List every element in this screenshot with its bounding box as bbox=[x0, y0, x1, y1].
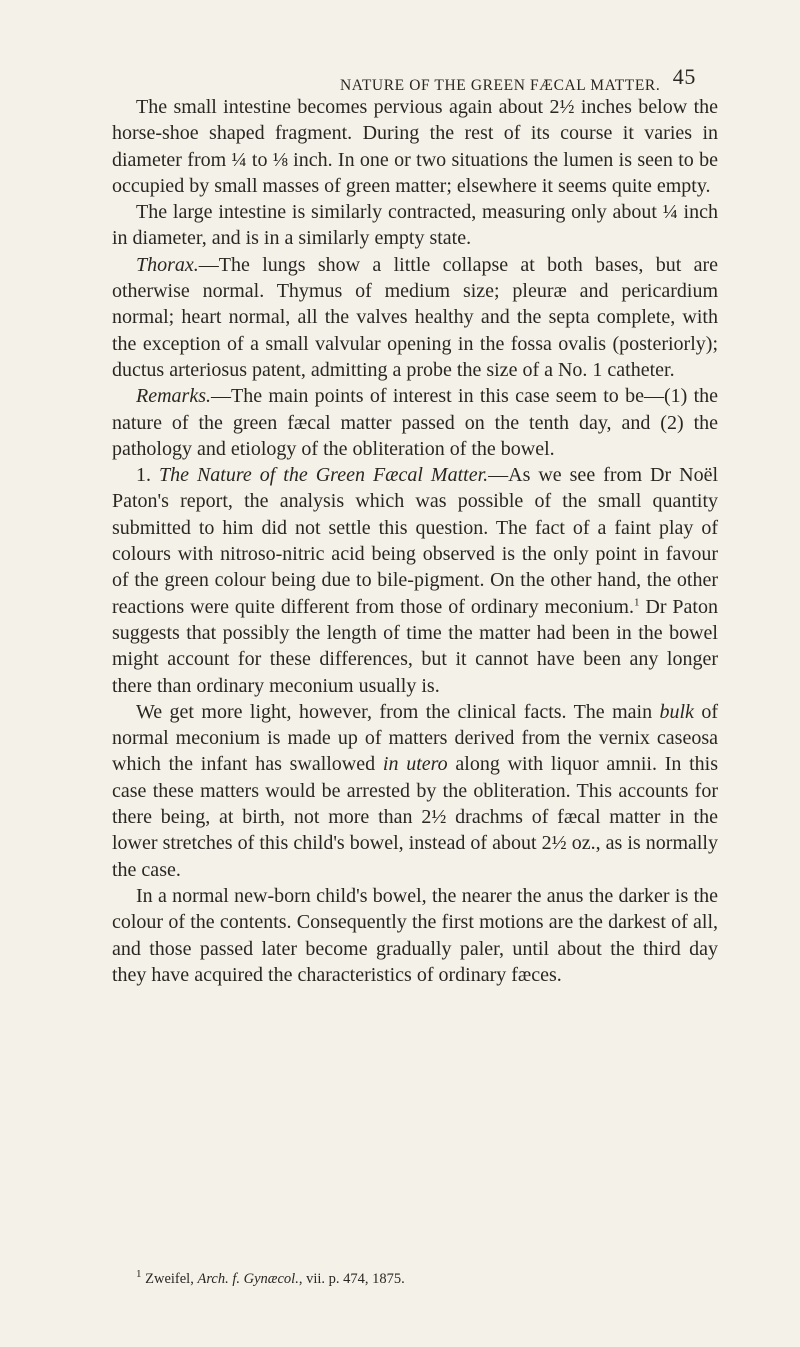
paragraph-large-intestine: The large intestine is similarly contracted, measuring only about ¼ inch in diameter, and is in a similarly empty state. bbox=[112, 201, 718, 250]
section-number: 1. bbox=[136, 464, 151, 487]
emphasis-in-utero: in utero bbox=[382, 753, 448, 776]
emphasis-bulk: bulk bbox=[659, 700, 694, 723]
section-heading-thorax: Thorax. bbox=[136, 253, 199, 276]
thorax-text: —The lungs show a little collapse at both bases, but are otherwise normal. Thymus of medium size; pleuræ and pericardium normal; heart normal, all the valves healthy and the septa complete, with the exception of a small valvular opening in the fossa ovalis (posteriorly); ductus arteriosus patent, admitting a probe the size of a No. 1 catheter. bbox=[112, 253, 718, 381]
footnote-reference: 1 bbox=[633, 595, 640, 608]
paragraph-nature-of-green-matter bbox=[112, 462, 718, 699]
paragraph-small-intestine: The small intestine becomes pervious again about 2½ inches below the horse-shoe shaped fragment. During the rest of its course it varies in diameter from ¼ to ⅛ inch. In one or two situations the lumen is seen to be occupied by small masses of green matter; elsewhere it seems quite empty. bbox=[112, 96, 718, 197]
nature-text-a: —As we see from Dr Noël Paton's report, the analysis which was possible of the small quantity submitted to him did not settle this question. The fact of a faint play of colours with nitroso-nitric acid being observed is the only point in favour of the green colour being due to bile-pigment. On the other hand, the other reactions were quite different from those of ordinary meconium. bbox=[112, 464, 718, 618]
paragraph-thorax bbox=[112, 252, 718, 383]
paragraph-clinical-facts bbox=[112, 699, 718, 883]
body-text bbox=[112, 94, 718, 988]
clinical-text-b: of normal meconium is made up of matters derived from the vernix caseosa which the infant has swallowed bbox=[112, 700, 718, 776]
paragraph-remarks bbox=[112, 383, 718, 462]
footnote-author: Zweifel, bbox=[145, 1271, 198, 1287]
clinical-text-c: along with liquor amnii. In this case these matters would be arrested by the obliteration. This accounts for there being, at birth, not more than 2½ drachms of fæcal matter in the lower stretches of this child's bowel, instead of about 2½ oz., as is normally the case. bbox=[112, 753, 719, 881]
page-number: 45 bbox=[672, 64, 696, 89]
footnote-citation: , vii. p. 474, 1875. bbox=[298, 1271, 405, 1287]
section-heading-nature: The Nature of the Green Fæcal Matter. bbox=[158, 464, 489, 487]
footnote-journal: Arch. f. Gynæcol. bbox=[197, 1271, 299, 1287]
running-title: NATURE OF THE GREEN FÆCAL MATTER. bbox=[340, 77, 661, 94]
footnote bbox=[112, 1269, 718, 1289]
remarks-text: —The main points of interest in this case seem to be—(1) the nature of the green fæcal matter passed on the tenth day, and (2) the pathology and etiology of the obliteration of the bowel. bbox=[112, 385, 718, 460]
clinical-text-a: We get more light, however, from the clinical facts. The main bbox=[136, 700, 660, 723]
footnote-marker: 1 bbox=[136, 1268, 142, 1281]
section-heading-remarks: Remarks. bbox=[136, 385, 211, 408]
paragraph-normal-bowel: In a normal new-born child's bowel, the nearer the anus the darker is the colour of the contents. Consequently the first motions are the darkest of all, and those passed later become gradually paler, until about the third day they have acquired the characteristics of ordinary fæces. bbox=[112, 884, 718, 986]
nature-text-b: Dr Paton suggests that possibly the length of time the matter had been in the bowel might account for these differences, but it cannot have been any longer there than ordinary meconium usually is. bbox=[112, 595, 718, 697]
